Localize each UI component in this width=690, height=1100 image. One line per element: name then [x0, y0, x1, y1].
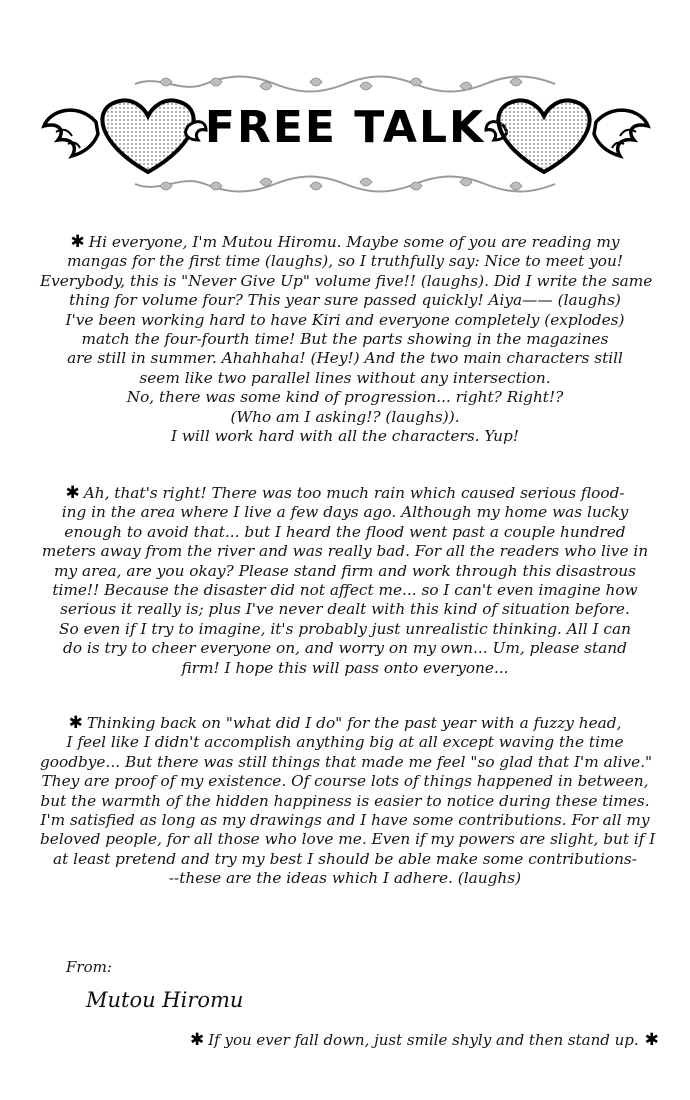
winged-heart-icon — [484, 82, 654, 182]
text-line: They are proof of my existence. Of course lots of things happened in between, — [41, 772, 649, 791]
text-line: (Who am I asking!? (laughs)). — [230, 407, 460, 426]
text-line: No, there was some kind of progression... right? Right!? — [126, 388, 564, 407]
free-talk-header — [0, 60, 690, 210]
text-line: ✱ Ah, that's right! There was too much rain which caused serious flood- — [65, 483, 625, 503]
vine-border-bottom-icon — [130, 172, 560, 196]
text-line: beloved people, for all those who love me. Even if my powers are slight, but if I — [40, 830, 656, 849]
star-flower-icon: ✱ — [70, 232, 85, 252]
text-line: Everybody, this is "Never Give Up" volume five!! (laughs). Did I write the same — [40, 271, 653, 290]
text-line: I feel like I didn't accomplish anything big at all except waving the time — [66, 733, 624, 752]
text-line: my area, are you okay? Please stand firm and work through this disastrous — [54, 561, 636, 580]
text-line: I've been working hard to have Kiri and everyone completely (explodes) — [65, 310, 625, 329]
author-signature: Mutou Hiromu — [86, 988, 244, 1012]
closing-line — [190, 1030, 670, 1050]
text-line: match the four-fourth time! But the parts showing in the magazines — [81, 330, 609, 349]
star-flower-icon: ✱ — [65, 483, 80, 503]
paragraph-intro — [40, 232, 653, 446]
text-line: are still in summer. Ahahhaha! (Hey!) And the two main characters still — [67, 349, 623, 368]
paragraph-reflection — [40, 713, 656, 889]
text-line: do is try to cheer everyone on, and worry on my own... Um, please stand — [63, 639, 627, 658]
text-line: ✱ Thinking back on "what did I do" for the past year with a fuzzy head, — [68, 713, 622, 733]
text-line: thing for volume four? This year sure passed quickly! Aiya—— (laughs) — [69, 291, 621, 310]
from-label: From: — [66, 958, 112, 976]
text-line: goodbye... But there was still things that made me feel "so glad that I'm alive." — [40, 752, 653, 771]
text-line: I will work hard with all the characters. Yup! — [171, 427, 519, 446]
text-line: but the warmth of the hidden happiness is easier to notice during these times. — [40, 791, 650, 810]
page-title: FREE TALK — [204, 102, 486, 153]
text-line: I'm satisfied as long as my drawings and I have some contributions. For all my — [40, 811, 650, 830]
closing-text: If you ever fall down, just smile shyly and then stand up. — [208, 1031, 639, 1049]
text-line: seem like two parallel lines without any intersection. — [139, 368, 551, 387]
text-line: So even if I try to imagine, it's probably just unrealistic thinking. All I can — [59, 619, 631, 638]
text-line: serious it really is; plus I've never dealt with this kind of situation before. — [60, 600, 630, 619]
text-line: at least pretend and try my best I should be able make some contributions- — [53, 849, 637, 868]
text-line: ✱ Hi everyone, I'm Mutou Hiromu. Maybe some of you are reading my — [70, 232, 620, 252]
text-line: meters away from the river and was really bad. For all the readers who live in — [41, 542, 649, 561]
winged-heart-icon — [38, 82, 208, 182]
text-line: time!! Because the disaster did not affect me... so I can't even imagine how — [52, 581, 638, 600]
text-line: ing in the area where I live a few days ago. Although my home was lucky — [61, 503, 629, 522]
star-flower-icon: ✱ — [68, 713, 83, 733]
text-line: firm! I hope this will pass onto everyone... — [181, 658, 509, 677]
star-flower-icon: ✱ — [644, 1030, 659, 1050]
paragraph-flood — [40, 484, 650, 678]
text-line: mangas for the first time (laughs), so I truthfully say: Nice to meet you! — [67, 252, 623, 271]
star-flower-icon: ✱ — [190, 1030, 205, 1050]
text-line: enough to avoid that... but I heard the flood went past a couple hundred — [64, 522, 626, 541]
text-line: --these are the ideas which I adhere. (laughs) — [168, 869, 522, 888]
